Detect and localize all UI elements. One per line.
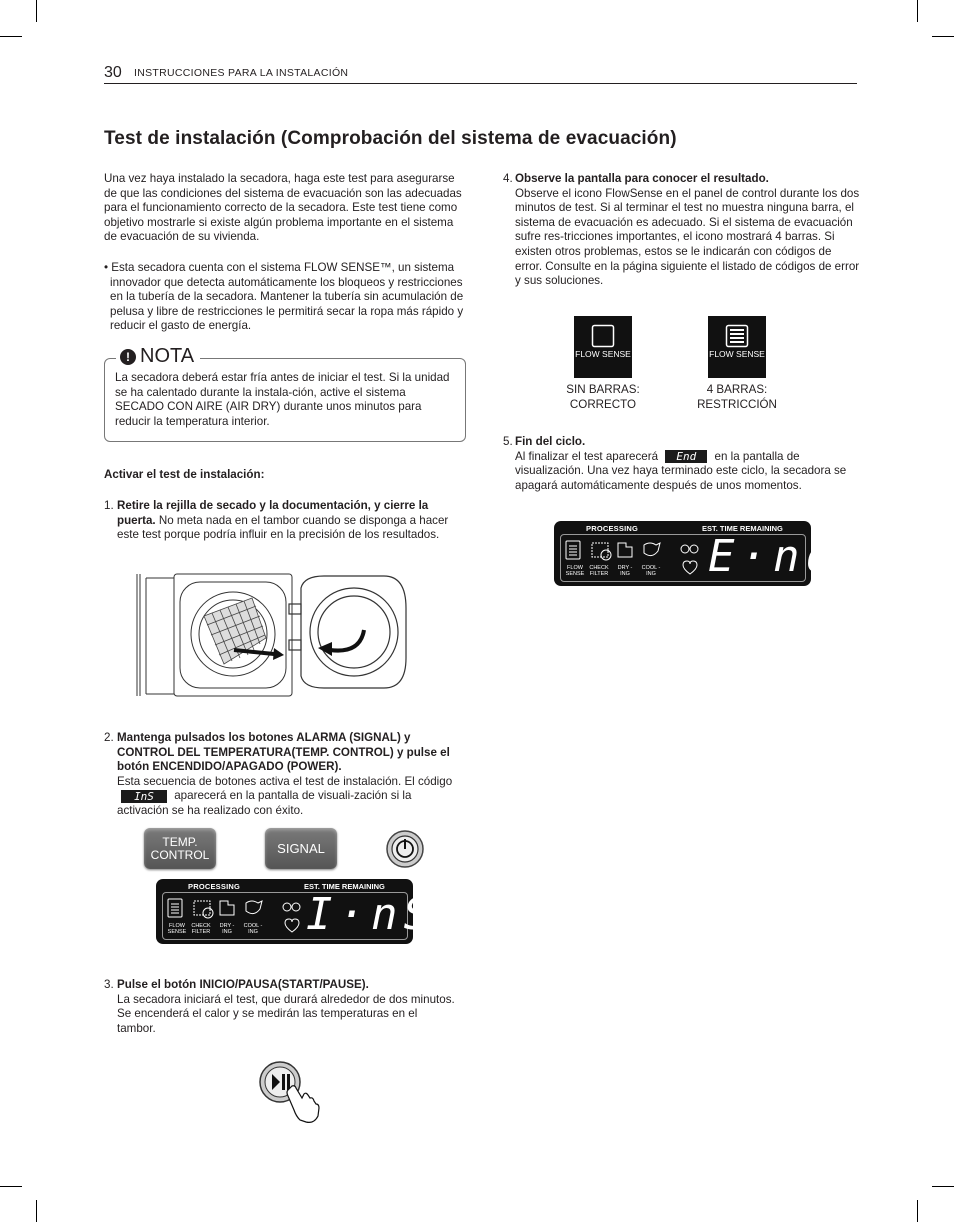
crop-mark [36,0,37,22]
control-panel-display-ins [156,879,436,944]
lock-heart-icons [281,901,303,935]
lock-heart-icons [679,543,701,577]
crop-mark [932,1186,954,1187]
step-2-bold: Mantenga pulsados los botones ALARMA (SIGNAL) y CONTROL DEL TEMPERATURA(TEMP. CONTROL) y pulse el botón ENCENDIDO/APAGADO (POWER). [117,731,450,774]
step-4-body: Observe el icono FlowSense en el panel de control durante los dos minutos de test. Si al terminar el test no muestra ninguna barra, el sistema de evacuación es adecuado. Si el sistema de evacuación sufre res-tricciones importantes, el icono mostrará 4 barras. Si existen otros problemas, estos se le indicarán con códigos de error. Consulte en la página siguiente el listado de códigos de error y sus soluciones. [515,186,860,288]
activate-heading: Activar el test de instalación: [104,468,265,481]
check-filter-icon-label: CHECK FILTER [589,565,609,577]
est-time-label: EST. TIME REMAINING [702,524,783,533]
processing-label: PROCESSING [586,524,639,533]
crop-mark [0,1186,22,1187]
processing-label: PROCESSING [188,882,241,891]
start-pause-icon[interactable] [258,1060,324,1126]
step-5-text [515,435,861,493]
ins-code-display: InS [121,790,167,803]
flow-sense-bullet: • Esta secadora cuenta con el sistema FLOW SENSE™, un sistema innovador que detecta automáticamente los bloqueos y restricciones en la tubería de la secadora. Mantener la tubería sin acumulación de pelusa y libre de restricciones le permitirá secar la ropa más rápido y reducir el gasto de energía. [104,261,464,333]
flow-sense-no-bars-icon [574,316,632,378]
note-header [116,345,200,368]
step-5-bold: Fin del ciclo. [515,435,586,448]
flow-sense-label: FLOW SENSE [709,349,765,359]
flow-sense-bars-icon [725,324,749,348]
section-title: INSTRUCCIONES PARA LA INSTALACIÓN [134,67,349,79]
drying-icon-label: DRY -ING [219,923,235,935]
crop-mark [0,36,22,37]
step-1-body: No meta nada en el tambor cuando se disponga a hacer este test porque podría influir en la precisión de los resultados. [117,513,449,542]
control-panel-display-end [554,521,838,586]
step-1-bold: Retire la rejilla de secado y la documentación, y cierre la puerta. [117,499,429,527]
crop-mark [917,1200,918,1222]
check-filter-icon-label: CHECK FILTER [191,923,211,935]
power-icon[interactable] [385,829,425,869]
status-icons [564,539,674,563]
step-2-text [117,731,457,819]
step-5-body-a: Al finalizar el test aparecerá [515,449,659,463]
intro-paragraph: Una vez haya instalado la secadora, haga este test para asegurarse de que las condiciones del sistema de evacuación son las adecuadas para el funcionamiento correcto de la secadora. Este test tiene como objetivo mostrarle si existe algún problema importante en el sistema de evacuación de su vivienda. [104,172,462,244]
step-1-text [117,499,449,543]
est-time-label: EST. TIME REMAINING [304,882,385,891]
flow-sense-label: FLOW SENSE [575,349,631,359]
flow-sense-icon-label: FLOW SENSE [167,923,187,935]
note-label: NOTA [140,345,195,367]
crop-mark [932,36,954,37]
signal-button[interactable]: SIGNAL [265,828,337,869]
cooling-icon-label: COOL -ING [243,923,263,935]
crop-mark [36,1200,37,1222]
step-number: 4. [503,172,513,185]
status-icons [166,897,276,921]
ins-seven-segment-display: I·nS [306,889,436,940]
page-title: Test de instalación (Comprobación del sistema de evacuación) [104,128,677,149]
flow-sense-icon-label: FLOW SENSE [565,565,585,577]
step-3-bold: Pulse el botón INICIO/PAUSA(START/PAUSE). [117,978,369,991]
end-seven-segment-display: E·nd [708,531,838,582]
note-text: La secadora deberá estar fría antes de iniciar el test. Si la unidad se ha calentado durante la instala-ción, active el sistema SECADO CON AIRE (AIR DRY) durante unos minutos para reducir la temperatura interior. [115,371,450,428]
no-bars-caption: SIN BARRAS: CORRECTO [566,383,640,411]
crop-mark [917,0,918,22]
page-number: 30 [104,64,122,81]
step-number: 5. [503,435,513,448]
step-3-text [117,978,457,1036]
step-2-body-a: Esta secuencia de botones activa el test de instalación. El código [117,774,453,788]
step-number: 3. [104,978,114,991]
step-number: 1. [104,499,114,512]
step-2-body-b: aparecerá en la pantalla de visuali-zación si la activación se ha realizado con éxito. [117,789,412,817]
dryer-open-door-illustration [134,568,414,698]
flow-sense-four-bars-icon [708,316,766,378]
step-5-body-b: en la pantalla de visualización. Una vez haya terminado este ciclo, la secadora se apagará automáticamente después de unos momentos. [515,449,847,492]
end-code-display: End [665,450,707,463]
flow-sense-empty-icon [591,324,615,348]
four-bars-caption: 4 BARRAS: RESTRICCIÓN [697,383,777,411]
step-number: 2. [104,731,114,744]
step-4-text [515,172,861,289]
step-3-body: La secadora iniciará el test, que durará alrededor de dos minutos. Se encenderá el calor y se medirán las temperaturas en el tambor. [117,992,455,1035]
header-rule [104,83,857,84]
cooling-icon-label: COOL -ING [641,565,661,577]
step-4-bold: Observe la pantalla para conocer el resultado. [515,172,769,185]
drying-icon-label: DRY -ING [617,565,633,577]
warning-icon: ! [120,349,136,365]
temp-control-button[interactable]: TEMP. CONTROL [144,828,216,869]
